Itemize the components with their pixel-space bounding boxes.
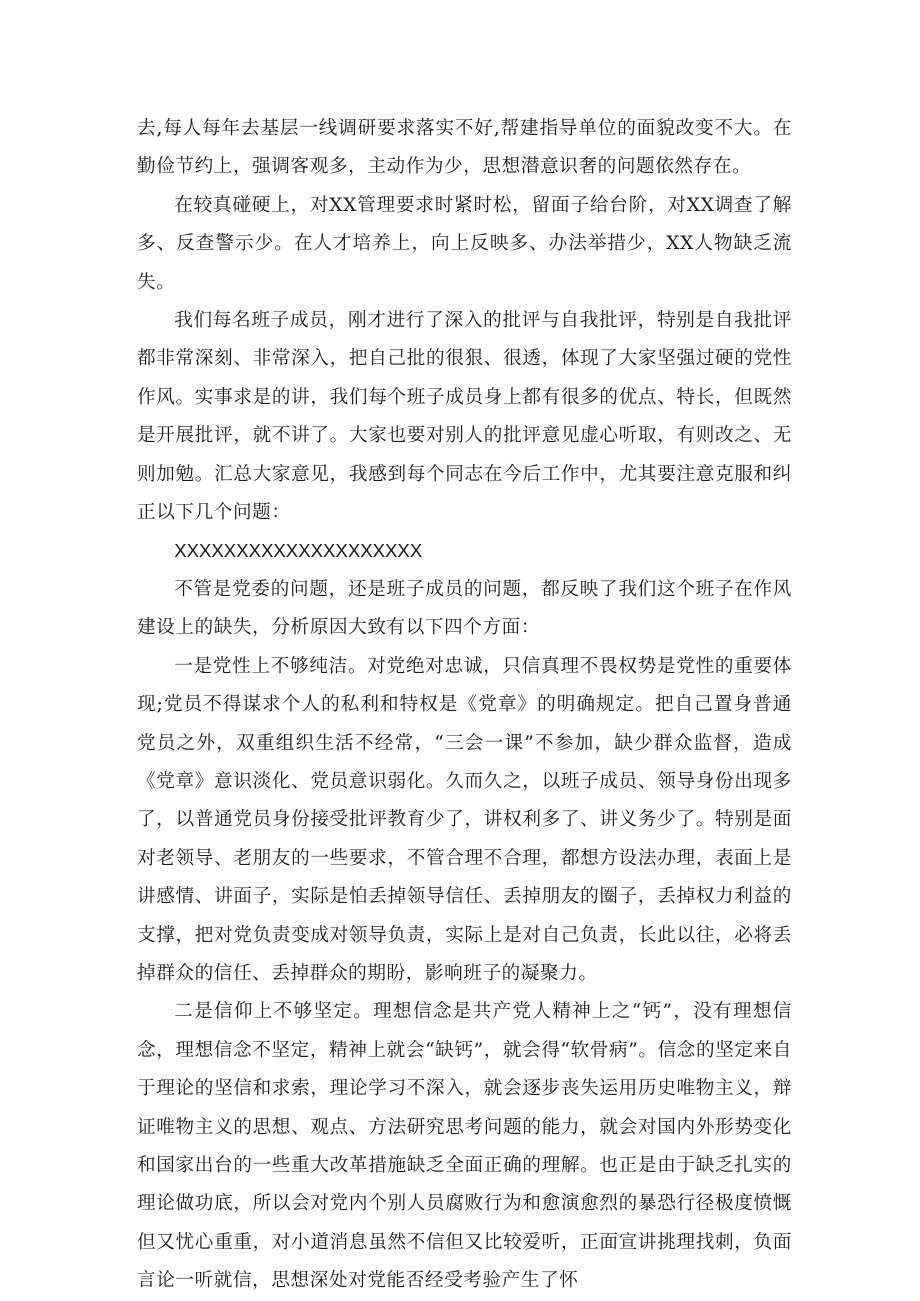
paragraph-6: 一是党性上不够纯洁。对党绝对忠诚，只信真理不畏权势是党性的重要体现;党员不得谋求个人的私利和特权是《党章》的明确规定。把自己置身普通党员之外，双重组织生活不经常，“三会一课”不参加，缺少群众监督，造成《党章》意识淡化、党员意识弱化。久而久之，以班子成员、领导身份出现多了，以普通党员身份接受批评教育少了，讲权利多了、讲义务少了。特别是面对老领导、老朋友的一些要求，不管合理不合理，都想方设法办理，表面上是讲感情、讲面子，实际是怕丢掉领导信任、丢掉朋友的圈子，丢掉权力利益的支撑，把对党负责变成对领导负责，实际上是对自己负责，长此以往，必将丢掉群众的信任、丢掉群众的期盼，影响班子的凝聚力。 <box>137 655 792 984</box>
document-body <box>137 110 792 1301</box>
paragraph-5: 不管是党委的问题，还是班子成员的问题，都反映了我们这个班子在作风建设上的缺失，分析原因大致有以下四个方面： <box>137 578 792 639</box>
paragraph-1: 去,每人每年去基层一线调研要求落实不好,帮建指导单位的面貌改变不大。在勤俭节约上，强调客观多，主动作为少，思想潜意识奢的问题依然存在。 <box>137 118 792 178</box>
paragraph-3: 我们每名班子成员，刚才进行了深入的批评与自我批评，特别是自我批评都非常深刻、非常深入，把自己批的很狠、很透，体现了大家坚强过硬的党性作风。实事求是的讲，我们每个班子成员身上都有很多的优点、特长，但既然是开展批评，就不讲了。大家也要对别人的批评意见虚心听取，有则改之、无则加勉。汇总大家意见，我感到每个同志在今后工作中，尤其要注意克服和纠正以下几个问题： <box>137 310 792 524</box>
paragraph-2: 在较真碰硬上，对XX管理要求时紧时松，留面子给台阶，对XX调查了解多、反查警示少。在人才培养上，向上反映多、办法举措少，XX人物缺乏流失。 <box>137 194 792 293</box>
paragraph-placeholder: XXXXXXXXXXXXXXXXXXXX <box>174 540 423 562</box>
paragraph-7: 二是信仰上不够坚定。理想信念是共产党人精神上之“钙”，没有理想信念，理想信念不坚定，精神上就会“缺钙”，就会得“软骨病”。信念的坚定来自于理论的坚信和求索，理论学习不深入，就会逐步丧失运用历史唯物主义，辩证唯物主义的思想、观点、方法研究思考问题的能力，就会对国内外形势变化和国家出台的一些重大改革措施缺乏全面正确的理解。也正是由于缺乏扎实的理论做功底，所以会对党内个别人员腐败行为和愈演愈烈的暴恐行径极度愤慨但又忧心重重，对小道消息虽然不信但又比较爱听，正面宣讲挑理找刺，负面言论一听就信，思想深处对党能否经受考验产生了怀 <box>137 1001 792 1292</box>
